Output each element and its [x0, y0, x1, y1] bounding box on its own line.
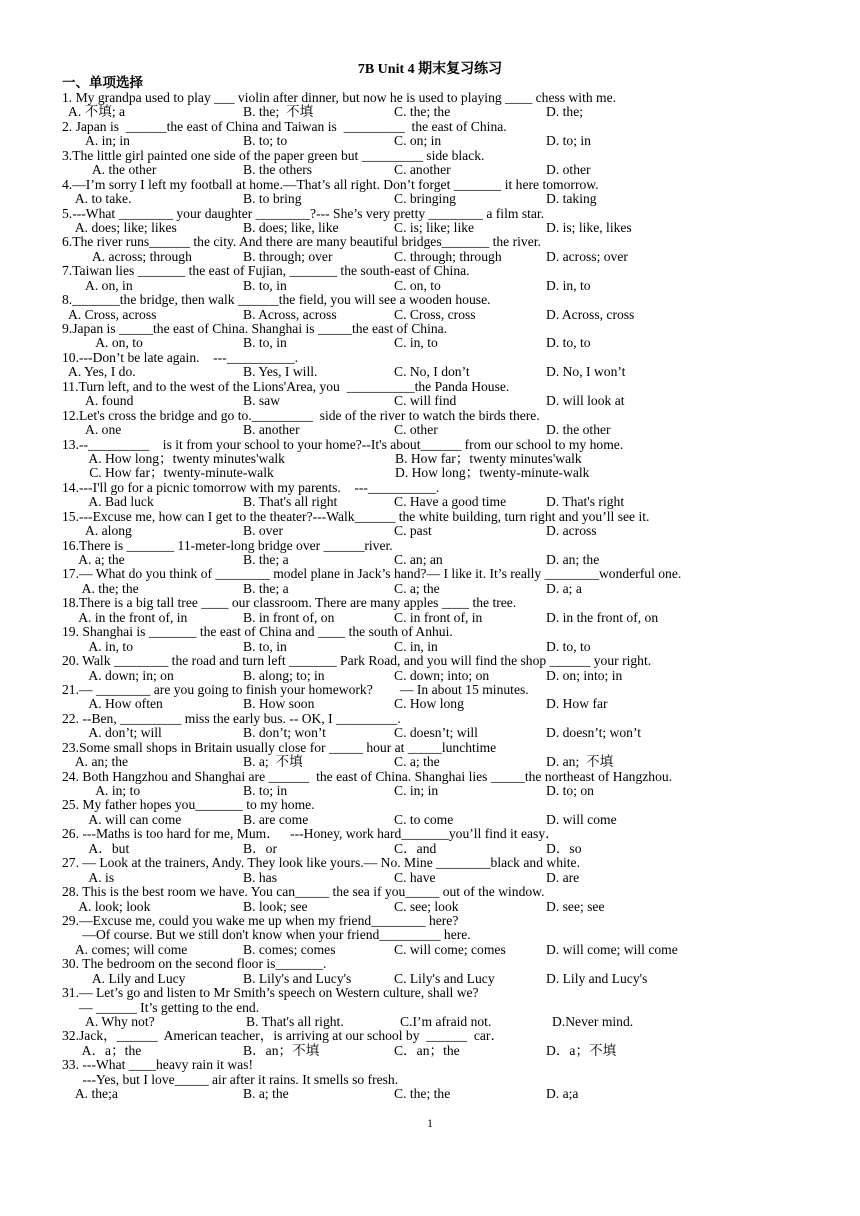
option-text: D. across — [546, 523, 597, 539]
option-text: B. another — [243, 422, 300, 438]
option-text: C. an; an — [394, 552, 443, 567]
line-text: 15.---Excuse me, how can I get to the theater?---Walk______ the white building, turn right and you’ll see it. — [62, 508, 650, 524]
line-text: A. in, to — [62, 638, 133, 654]
option-text: D. to; on — [546, 783, 594, 798]
line-text: —Of course. But we still don't know when your friend_________ here. — [62, 927, 471, 943]
text-line — [62, 207, 852, 221]
option-text: B. to; in — [243, 783, 288, 798]
text-line — [62, 264, 852, 278]
line-text: 23.Some small shops in Britain usually close for _____ hour at _____lunchtime — [62, 739, 497, 755]
line-text: A. will can come — [62, 811, 182, 827]
line-text: 5.---What ________ your daughter ________?--- She’s very pretty ________ a film star. — [62, 205, 545, 221]
text-line — [62, 928, 852, 942]
line-text: 17.— What do you think of ________ model plane in Jack’s hand?— I like it. It’s really ________wonderful one. — [62, 566, 682, 582]
option-text: D. That's right — [546, 494, 625, 510]
text-line — [62, 596, 852, 610]
page-title: 7B Unit 4 期末复习练习 — [357, 62, 503, 77]
text-line — [62, 322, 852, 336]
line-text: ---Yes, but I love_____ air after it rains. It smells so fresh. — [62, 1071, 399, 1087]
option-text: D. Across, cross — [546, 306, 635, 322]
option-text: C. the; the — [394, 1086, 451, 1102]
option-text: C. other — [394, 422, 438, 438]
text-line — [62, 582, 852, 596]
text-line — [62, 726, 852, 740]
option-text: B. That's all right. — [246, 1014, 344, 1029]
text-line — [62, 495, 852, 509]
text-line — [62, 654, 852, 668]
option-text: B. the; a — [243, 552, 289, 567]
option-text: D. doesn’t; won’t — [546, 725, 642, 741]
line-text: A．a；the — [62, 1042, 142, 1058]
text-line — [62, 611, 852, 625]
option-text: C. on; in — [394, 133, 442, 149]
option-text: C. Cross, cross — [394, 306, 476, 322]
option-text: C. on, to — [394, 277, 441, 293]
line-text: C. How far；twenty-minute-walk — [62, 465, 274, 481]
line-text: A. does; like; likes — [62, 219, 177, 235]
option-text: C. bringing — [394, 191, 456, 207]
option-text: B. over — [243, 523, 284, 539]
line-text: 2. Japan is ______the east of China and Taiwan is _________ the east of China. — [62, 118, 507, 134]
option-text: D．so — [546, 840, 582, 856]
text-line — [62, 510, 852, 524]
line-text: 32.Jack，______ American teacher，is arriving at our school by ______ car． — [62, 1028, 505, 1044]
option-text: C. through; through — [394, 248, 502, 264]
line-text: A. in; to — [62, 783, 141, 798]
option-text: D. How long；twenty-minute-walk — [395, 465, 590, 481]
text-line — [62, 856, 852, 870]
text-line — [62, 741, 852, 755]
section-heading: 一、单项选择 — [62, 75, 143, 90]
option-text: B. How soon — [243, 696, 315, 712]
line-text: A. a; the — [62, 552, 125, 567]
option-text: B. has — [243, 869, 277, 885]
line-text: A. Yes, I do. — [62, 364, 136, 380]
option-text: B．or — [243, 840, 277, 856]
line-text: 33. ---What ____heavy rain it was! — [62, 1057, 254, 1073]
option-text: C. another — [394, 162, 451, 178]
line-text: A. the;a — [62, 1086, 118, 1102]
text-line — [62, 827, 852, 841]
option-text: D. the other — [546, 422, 611, 438]
option-text: D. an; the — [546, 552, 600, 567]
option-text: B. does; like, like — [243, 219, 339, 235]
option-text: D. Lily and Lucy's — [546, 970, 648, 986]
line-text: A. don’t; will — [62, 725, 162, 741]
text-line — [62, 986, 852, 1000]
text-line — [62, 1073, 852, 1087]
option-text: C. see; look — [394, 898, 459, 914]
page-number: 1 — [427, 1116, 433, 1130]
text-line — [62, 192, 852, 206]
option-text: C. in; in — [394, 783, 439, 798]
text-line — [62, 539, 852, 553]
text-line — [62, 466, 852, 480]
text-line — [62, 336, 852, 350]
option-text: B. Across, across — [243, 306, 337, 322]
line-text: A. on, to — [62, 335, 143, 351]
text-line — [62, 279, 852, 293]
line-text: A. Bad luck — [62, 494, 154, 510]
text-line — [62, 452, 852, 466]
option-text: B．an；不填 — [243, 1042, 320, 1058]
option-text: B. That's all right — [243, 494, 338, 510]
option-text: C．and — [394, 840, 437, 856]
line-text: A．but — [62, 840, 130, 856]
line-text: 24. Both Hangzhou and Shanghai are ______ the east of China. Shanghai lies _____the northeast of Hangzhou. — [62, 768, 673, 784]
option-text: B. along; to; in — [243, 667, 325, 683]
text-line — [62, 553, 852, 567]
text-line — [62, 221, 852, 235]
text-line — [62, 365, 852, 379]
text-line — [62, 1044, 852, 1058]
option-text: B. to, in — [243, 277, 287, 293]
text-line — [62, 683, 852, 697]
line-text: A. the other — [62, 162, 157, 178]
option-text: C. How long — [394, 696, 464, 712]
text-line — [62, 120, 852, 134]
line-text: 25. My father hopes you_______ to my home. — [62, 797, 315, 813]
line-text: 21.— ________ are you going to finish your homework? — In about 15 minutes. — [62, 681, 529, 697]
text-line — [62, 409, 852, 423]
option-text: D. the; — [546, 104, 583, 120]
line-text: 9.Japan is _____the east of China. Shanghai is _____the east of China. — [62, 321, 448, 336]
text-line — [62, 1058, 852, 1072]
line-text: A. in the front of, in — [62, 609, 188, 625]
option-text: C. No, I don’t — [394, 364, 470, 380]
option-text: B. saw — [243, 393, 281, 409]
option-text: C. will find — [394, 393, 457, 409]
option-text: C. past — [394, 523, 432, 539]
option-text: D. to, to — [546, 638, 591, 654]
text-line — [62, 900, 852, 914]
option-text: D. in the front of, on — [546, 609, 659, 625]
option-text: C. will come; comes — [394, 941, 506, 957]
text-line — [62, 134, 852, 148]
text-line — [62, 972, 852, 986]
option-text: C.I’m afraid not. — [400, 1014, 492, 1029]
option-text: D. see; see — [546, 898, 605, 914]
option-text: C. in, to — [394, 335, 438, 351]
option-text: D. an; 不填 — [546, 754, 614, 770]
option-text: C．an；the — [394, 1042, 460, 1058]
option-text: C. in front of, in — [394, 609, 483, 625]
option-text: B. are come — [243, 811, 309, 827]
option-text: C. Lily's and Lucy — [394, 970, 495, 986]
line-text: A. How often — [62, 696, 163, 712]
line-text: A. look; look — [62, 898, 151, 914]
text-line — [62, 885, 852, 899]
line-text: A. found — [62, 393, 134, 409]
line-text: 3.The little girl painted one side of the paper green but _________ side black. — [62, 147, 485, 163]
text-line — [62, 669, 852, 683]
line-text: 11.Turn left, and to the west of the Lions'Area, you __________the Panda House. — [62, 378, 510, 394]
line-text: A. across; through — [62, 248, 192, 264]
question-list — [62, 91, 852, 1102]
option-text: C. Have a good time — [394, 494, 507, 510]
line-text: A. to take. — [62, 191, 132, 207]
option-text: B. don’t; won’t — [243, 725, 326, 741]
option-text: C. in, in — [394, 638, 438, 654]
line-text: 20. Walk ________ the road and turn left _______ Park Road, and you will find the shop ______ your right. — [62, 653, 652, 669]
option-text: B. to bring — [243, 191, 302, 207]
text-line — [62, 149, 852, 163]
option-text: C. the; the — [394, 104, 451, 120]
option-text: D. on; into; in — [546, 667, 623, 683]
line-text: A. 不填; a — [62, 104, 126, 120]
option-text: D.Never mind. — [552, 1014, 634, 1029]
line-text: 29.—Excuse me, could you wake me up when my friend________ here? — [62, 912, 459, 928]
line-text: A. along — [62, 523, 132, 539]
text-line — [62, 351, 852, 365]
text-line — [62, 178, 852, 192]
line-text: 31.— Let’s go and listen to Mr Smith’s speech on Western culture, shall we? — [62, 985, 479, 1001]
text-line — [62, 1087, 852, 1101]
text-line — [62, 1001, 852, 1015]
line-text: 19. Shanghai is _______ the east of China and ____ the south of Anhui. — [62, 624, 453, 640]
option-text: B. to, in — [243, 638, 287, 654]
text-line — [62, 712, 852, 726]
line-text: A. in; in — [62, 133, 130, 149]
text-line — [62, 481, 852, 495]
line-text: 4.—I’m sorry I left my football at home.—That’s all right. Don’t forget _______ it here tomorrow. — [62, 176, 599, 192]
line-text: 1. My grandpa used to play ___ violin after dinner, but now he is used to playing ____ chess with me. — [62, 90, 617, 105]
option-text: B. the others — [243, 162, 313, 178]
line-text: A. Why not? — [62, 1014, 155, 1029]
option-text: D. is; like, likes — [546, 219, 632, 235]
text-line — [62, 524, 852, 538]
option-text: D. will look at — [546, 393, 625, 409]
line-text: 8._______the bridge, then walk ______the field, you will see a wooden house. — [62, 292, 491, 308]
text-line — [62, 798, 852, 812]
option-text: B. to; to — [243, 133, 288, 149]
option-text: D. in, to — [546, 277, 591, 293]
option-text: D. a;a — [546, 1086, 579, 1102]
option-text: C. a; the — [394, 580, 440, 596]
line-text: — ______ It’s getting to the end. — [62, 999, 260, 1015]
line-text: A. comes; will come — [62, 941, 188, 957]
text-line — [62, 423, 852, 437]
text-line — [62, 91, 852, 105]
text-line — [62, 943, 852, 957]
line-text: 10.---Don’t be late again. ---__________. — [62, 349, 299, 365]
text-line — [62, 914, 852, 928]
text-line — [62, 697, 852, 711]
text-line — [62, 755, 852, 769]
text-line — [62, 1015, 852, 1029]
text-line — [62, 813, 852, 827]
text-line — [62, 871, 852, 885]
option-text: B. in front of, on — [243, 609, 335, 625]
option-text: C. doesn’t; will — [394, 725, 478, 741]
option-text: C. is; like; like — [394, 219, 475, 235]
line-text: A. Cross, across — [62, 306, 157, 322]
text-line — [62, 784, 852, 798]
line-text: 18.There is a big tall tree ____ our classroom. There are many apples ____ the tree. — [62, 595, 517, 611]
option-text: C. down; into; on — [394, 667, 490, 683]
line-text: A. How long；twenty minutes'walk — [62, 450, 285, 466]
option-text: D. other — [546, 162, 591, 178]
option-text: B. Lily's and Lucy's — [243, 970, 352, 986]
line-text: A. one — [62, 422, 122, 438]
line-text: A. down; in; on — [62, 667, 174, 683]
text-line — [62, 625, 852, 639]
option-text: D. to, to — [546, 335, 591, 351]
option-text: D. to; in — [546, 133, 591, 149]
option-text: B. through; over — [243, 248, 333, 264]
option-text: D. across; over — [546, 248, 628, 264]
line-text: 16.There is _______ 11-meter-long bridge over ______river. — [62, 537, 393, 553]
text-line — [62, 842, 852, 856]
text-line — [62, 163, 852, 177]
option-text: B. a; the — [243, 1086, 289, 1102]
line-text: A. on, in — [62, 277, 133, 293]
option-text: B. a; 不填 — [243, 754, 303, 770]
text-line — [62, 1029, 852, 1043]
option-text: D．a；不填 — [546, 1042, 617, 1058]
line-text: 28. This is the best room we have. You can_____ the sea if you_____ out of the window. — [62, 884, 545, 900]
line-text: 14.---I'll go for a picnic tomorrow with my parents. ---__________. — [62, 479, 440, 495]
option-text: B. comes; comes — [243, 941, 336, 957]
text-line — [62, 235, 852, 249]
line-text: 22. --Ben, _________ miss the early bus. -- OK, I _________. — [62, 710, 401, 726]
line-text: A. is — [62, 869, 115, 885]
text-line — [62, 394, 852, 408]
option-text: D. No, I won’t — [546, 364, 626, 380]
line-text: 12.Let's cross the bridge and go to._________ side of the river to watch the birds there. — [62, 407, 540, 423]
line-text: 27. — Look at the trainers, Andy. They look like yours.— No. Mine ________black and white. — [62, 855, 580, 871]
option-text: B. the; a — [243, 580, 289, 596]
option-text: D. will come; will come — [546, 941, 678, 957]
option-text: D. How far — [546, 696, 608, 712]
line-text: A. an; the — [62, 754, 129, 770]
option-text: C. have — [394, 869, 436, 885]
text-line — [62, 438, 852, 452]
text-line — [62, 250, 852, 264]
option-text: D. will come — [546, 811, 617, 827]
option-text: D. a; a — [546, 580, 582, 596]
text-line — [62, 957, 852, 971]
text-line — [62, 567, 852, 581]
line-text: A. Lily and Lucy — [62, 970, 186, 986]
text-line — [62, 640, 852, 654]
line-text: 7.Taiwan lies _______ the east of Fujian, _______ the south-east of China. — [62, 263, 470, 279]
option-text: D. taking — [546, 191, 597, 207]
option-text: B. look; see — [243, 898, 308, 914]
option-text: D. are — [546, 869, 580, 885]
option-text: C. to come — [394, 811, 454, 827]
option-text: B. to, in — [243, 335, 287, 351]
line-text: A. the; the — [62, 580, 139, 596]
text-line — [62, 105, 852, 119]
text-line — [62, 770, 852, 784]
line-text: 13.--_________ is it from your school to your home?--It's about______ from our school to my home. — [62, 436, 624, 452]
option-text: B. the; 不填 — [243, 104, 314, 120]
line-text: 6.The river runs______ the city. And there are many beautiful bridges_______ the river. — [62, 234, 541, 250]
option-text: B. Yes, I will. — [243, 364, 318, 380]
option-text: C. a; the — [394, 754, 440, 770]
line-text: 26. ---Maths is too hard for me, Mum． ---Honey, work hard_______you’ll find it easy． — [62, 826, 559, 842]
text-line — [62, 380, 852, 394]
text-line — [62, 293, 852, 307]
line-text: 30. The bedroom on the second floor is_______. — [62, 956, 327, 972]
option-text: B. How far；twenty minutes'walk — [395, 450, 582, 466]
text-line — [62, 308, 852, 322]
